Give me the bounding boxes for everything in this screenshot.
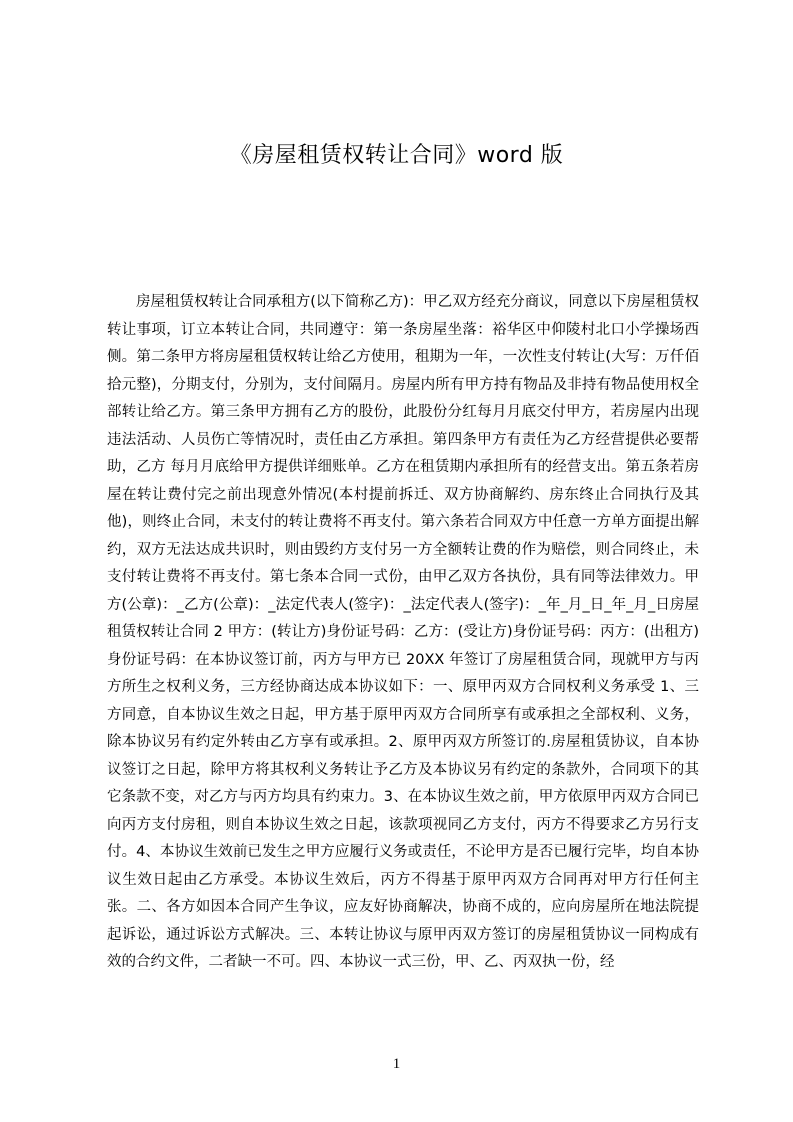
- page-number: 1: [392, 1056, 401, 1072]
- document-title: 《房屋租赁权转让合同》word 版: [229, 143, 564, 168]
- contract-body-text: 房屋租赁权转让合同承租方(以下简称乙方)：甲乙双方经充分商议，同意以下房屋租赁权转让事项，订立本转让合同，共同遵守：第一条房屋坐落：裕华区中仰陵村北口小学操场西侧。第二条甲方将房屋租赁权转让给乙方使用，租期为一年，一次性支付转让(大写：万仟佰拾元整)，分期支付，分别为，支付间隔月。房屋内所有甲方持有物品及非持有物品使用权全部转让给乙方。第三条甲方拥有乙方的股份，此股份分红每月月底交付甲方，若房屋内出现违法活动、人员伤亡等情况时，责任由乙方承担。第四条甲方有责任为乙方经营提供必要帮助，乙方 每月月底给甲方提供详细账单。乙方在租赁期内承担所有的经营支出。第五条若房屋在转让费付完之前出现意外情况(本村提前拆迁、双方协商解约、房东终止合同执行及其他)，则终止合同，未支付的转让费将不再支付。第六条若合同双方中任意一方单方面提出解约，双方无法达成共识时，则由毁约方支付另一方全额转让费的作为赔偿，则合同终止，未支付转让费将不再支付。第七条本合同一式份，由甲乙双方各执份，具有同等法律效力。甲方(公章)：_乙方(公章)：_法定代表人(签字)：_法定代表人(签字)：_年_月_日_年_月_日房屋租赁权转让合同 2 甲方：(转让方)身份证号码：乙方：(受让方)身份证号码：丙方：(出租方)身份证号码：在本协议签订前，丙方与甲方已 20XX 年签订了房屋租赁合同，现就甲方与丙方所生之权利义务，三方经协商达成本协议如下：一、原甲丙双方合同权利义务承受 1、三方同意，自本协议生效之日起，甲方基于原甲丙双方合同所享有或承担之全部权利、义务，除本协议另有约定外转由乙方享有或承担。2、原甲丙双方所签订的.房屋租赁协议，自本协议签订之日起，除甲方将其权利义务转让予乙方及本协议另有约定的条款外，合同项下的其它条款不变，对乙方与丙方均具有约束力。3、在本协议生效之前，甲方依原甲丙双方合同已向丙方支付房租，则自本协议生效之日起，该款项视同乙方支付，丙方不得要求乙方另行支付。4、本协议生效前已发生之甲方应履行义务或责任，不论甲方是否已履行完毕，均自本协议生效日起由乙方承受。本协议生效后，丙方不得基于原甲丙双方合同再对甲方行任何主张。二、各方如因本合同产生争议，应友好协商解决，协商不成的，应向房屋所在地法院提起诉讼，通过诉讼方式解决。三、本转让协议与原甲丙双方签订的房屋租赁协议一同构成有效的合约文件，二者缺一不可。四、本协议一式三份，甲、乙、丙双执一份，经: [107, 294, 699, 970]
